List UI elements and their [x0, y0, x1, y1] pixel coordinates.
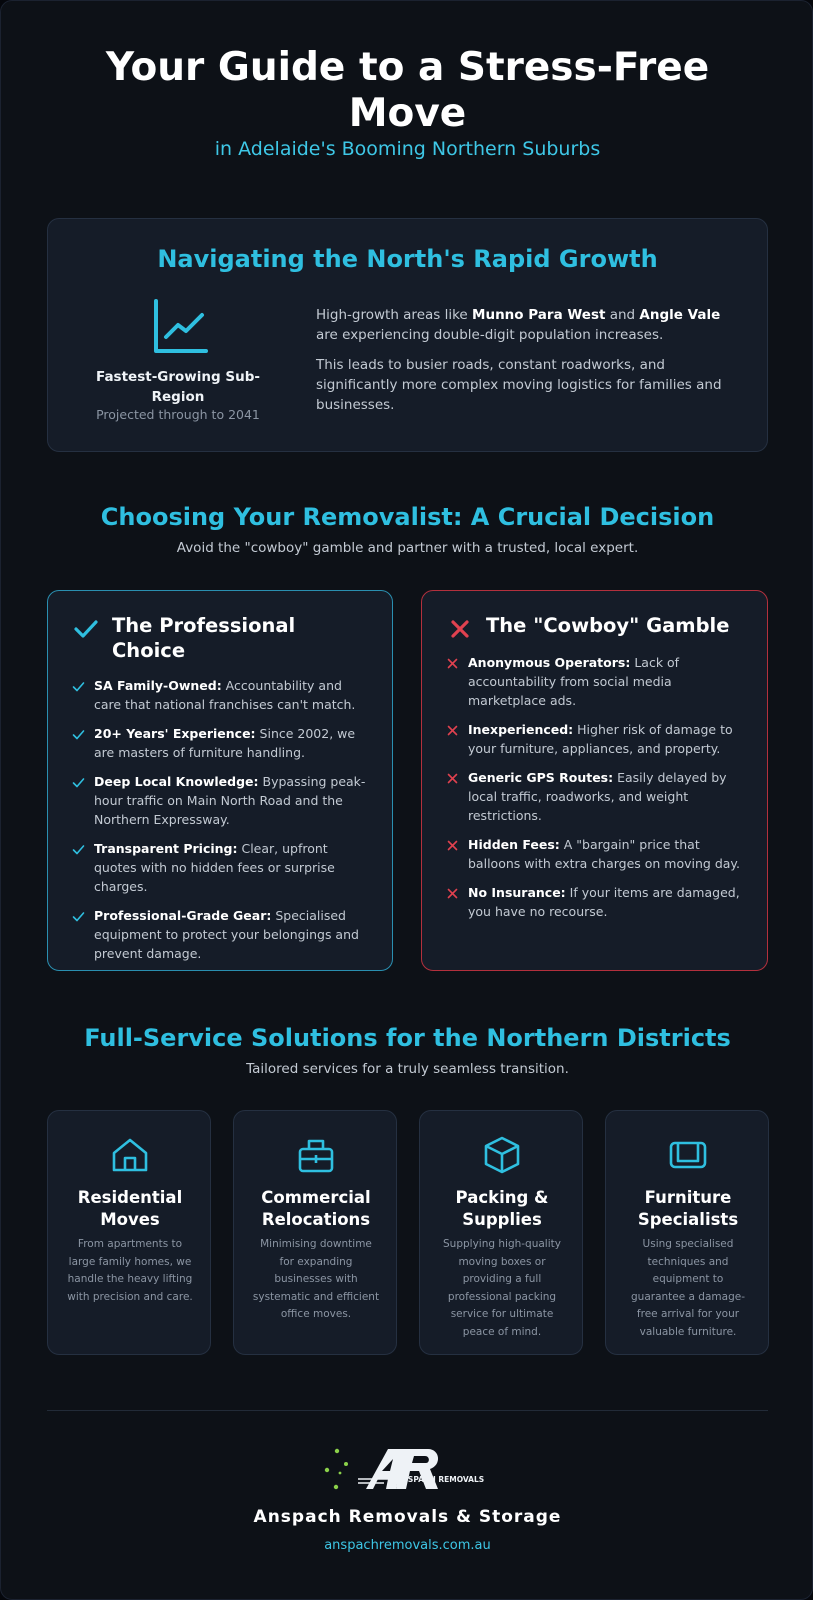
office-building-icon: [296, 1135, 336, 1175]
cowboy-item-detail: Higher risk of damage to your furniture, appliances, and property.: [468, 722, 733, 756]
cowboy-item-label: Generic GPS Routes:: [468, 770, 614, 785]
cowboy-item-label: Anonymous Operators:: [468, 655, 631, 670]
suburb-angle-vale: Angle Vale: [639, 307, 721, 323]
cross-icon: [446, 887, 459, 900]
service-description: Using specialised techniques and equipment to guarantee a damage-free arrival for your valuable furniture.: [631, 1238, 745, 1338]
service-description: Minimising downtime for expanding businesses with systematic and efficient office moves.: [252, 1238, 380, 1320]
growth-description: [316, 305, 738, 425]
cowboy-item-text: [468, 768, 746, 825]
house-icon: [110, 1135, 150, 1175]
cross-icon: [446, 724, 459, 737]
page-title: Your Guide to a Stress-Free Move: [105, 45, 710, 136]
cross-icon: [446, 657, 459, 670]
cross-icon: [446, 615, 474, 643]
growth-title: Navigating the North's Rapid Growth: [157, 245, 658, 273]
cowboy-item: [446, 720, 746, 758]
suburb-munno-para-west: Munno Para West: [472, 307, 606, 323]
professional-item-detail: Specialised equipment to protect your belongings and prevent damage.: [94, 908, 359, 961]
professional-item-text: [94, 724, 372, 762]
cowboy-item-label: No Insurance:: [468, 885, 566, 900]
check-icon: [72, 910, 85, 923]
cowboy-item-label: Inexperienced:: [468, 722, 574, 737]
cowboy-list: [446, 653, 746, 931]
logo-text: ANSPACH REMOVALS: [395, 1475, 485, 1484]
cowboy-item-text: [468, 720, 746, 758]
box-icon: [482, 1135, 522, 1175]
cowboy-title: The "Cowboy" Gamble: [486, 614, 730, 637]
growth-paragraph-2: This leads to busier roads, constant roadworks, and significantly more complex moving logistics for families and businesses.: [316, 357, 722, 413]
cowboy-gamble-card: [421, 590, 768, 971]
check-icon: [72, 776, 85, 789]
cowboy-item: [446, 653, 746, 710]
footer-divider: [47, 1410, 768, 1411]
professional-item-label: Deep Local Knowledge:: [94, 774, 259, 789]
choosing-title: Choosing Your Removalist: A Crucial Decision: [100, 503, 715, 531]
professional-item: [72, 772, 372, 829]
service-card-furniture: [605, 1110, 769, 1355]
professional-item-text: [94, 906, 372, 963]
line-chart-icon: [152, 299, 208, 355]
professional-item: [72, 724, 372, 762]
page-subtitle: in Adelaide's Booming Northern Suburbs: [214, 138, 601, 160]
stat-label: Fastest-Growing Sub-Region: [96, 369, 260, 405]
professional-list: [72, 676, 372, 973]
website-link[interactable]: anspachremovals.com.au: [324, 1538, 491, 1553]
professional-item-label: Transparent Pricing:: [94, 841, 238, 856]
cowboy-item-detail: Lack of accountability from social media marketplace ads.: [468, 655, 680, 708]
cowboy-item-detail: If your items are damaged, you have no recourse.: [468, 885, 740, 919]
cowboy-item-detail: Easily delayed by local traffic, roadworks, and weight restrictions.: [468, 770, 727, 823]
professional-header: [72, 613, 372, 663]
cowboy-item: [446, 835, 746, 873]
professional-item-detail: Since 2002, we are masters of furniture handling.: [94, 726, 356, 760]
professional-item-text: [94, 772, 372, 829]
service-card-residential: [47, 1110, 211, 1355]
services-subtitle: Tailored services for a truly seamless transition.: [246, 1061, 569, 1077]
services-title: Full-Service Solutions for the Northern Districts: [84, 1024, 731, 1052]
cowboy-item-text: [468, 653, 746, 710]
professional-item-detail: Accountability and care that national franchises can't match.: [94, 678, 356, 712]
company-name: Anspach Removals & Storage: [253, 1507, 562, 1527]
growth-paragraph-1: High-growth areas like Munno Para West and Angle Vale are experiencing double-digit population increases.: [316, 307, 721, 343]
cowboy-item: [446, 883, 746, 921]
cowboy-item-label: Hidden Fees:: [468, 837, 560, 852]
service-description: From apartments to large family homes, we handle the heavy lifting with precision and care.: [67, 1238, 193, 1303]
check-icon: [72, 615, 100, 643]
check-icon: [72, 843, 85, 856]
check-icon: [72, 680, 85, 693]
cross-icon: [446, 839, 459, 852]
service-card-packing: [419, 1110, 583, 1355]
cowboy-header: [446, 613, 746, 643]
cowboy-item: [446, 768, 746, 825]
professional-choice-card: [47, 590, 393, 971]
service-title: Packing & Supplies: [455, 1188, 549, 1229]
check-icon: [72, 728, 85, 741]
professional-item-text: [94, 676, 372, 714]
cowboy-item-detail: A "bargain" price that balloons with extra charges on moving day.: [468, 837, 741, 871]
sofa-icon: [668, 1135, 708, 1175]
growth-card: [47, 218, 768, 452]
cowboy-item-text: [468, 883, 746, 921]
choosing-subtitle: Avoid the "cowboy" gamble and partner with a trusted, local expert.: [176, 540, 639, 556]
cowboy-item-text: [468, 835, 746, 873]
professional-item-label: 20+ Years' Experience:: [94, 726, 256, 741]
professional-title: The Professional Choice: [112, 614, 296, 662]
service-card-commercial: [233, 1110, 397, 1355]
professional-item-detail: Bypassing peak-hour traffic on Main North Road and the Northern Expressway.: [94, 774, 366, 827]
service-title: Commercial Relocations: [261, 1188, 371, 1229]
company-logo: [318, 1445, 498, 1495]
cross-icon: [446, 772, 459, 785]
stat-note: Projected through to 2041: [96, 407, 260, 422]
professional-item: [72, 906, 372, 963]
professional-item-detail: Clear, upfront quotes with no hidden fees or surprise charges.: [94, 841, 335, 894]
professional-item-text: [94, 839, 372, 896]
professional-item-label: SA Family-Owned:: [94, 678, 222, 693]
service-title: Furniture Specialists: [637, 1188, 739, 1229]
professional-item: [72, 839, 372, 896]
service-description: Supplying high-quality moving boxes or providing a full professional packing service for ultimate peace of mind.: [443, 1238, 561, 1338]
professional-item-label: Professional-Grade Gear:: [94, 908, 272, 923]
service-title: Residential Moves: [77, 1188, 183, 1229]
professional-item: [72, 676, 372, 714]
